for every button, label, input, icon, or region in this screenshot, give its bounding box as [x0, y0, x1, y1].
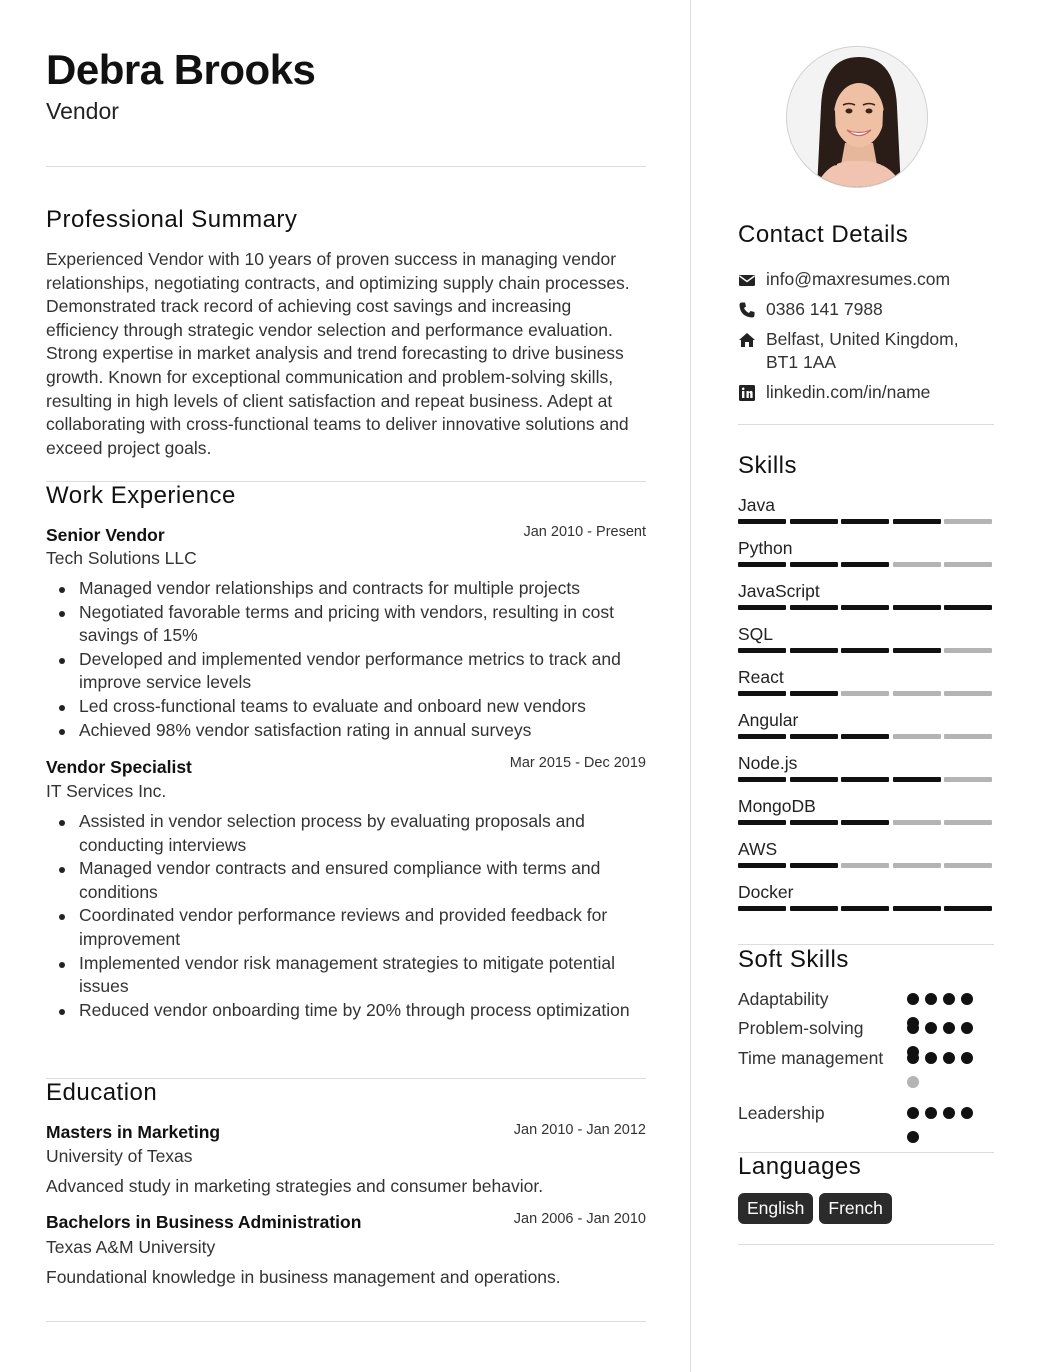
divider — [738, 424, 994, 425]
bullet-item: Managed vendor relationships and contracts for multiple projects — [46, 577, 646, 601]
skill-level-segment — [790, 777, 838, 782]
skill-level-segment — [944, 562, 992, 567]
skill-level-segment — [738, 734, 786, 739]
languages-list — [738, 1193, 898, 1224]
soft-skill-dot — [907, 1052, 919, 1064]
skill-item — [738, 667, 994, 710]
soft-skill-dot — [961, 1107, 973, 1119]
bullet-item: Achieved 98% vendor satisfaction rating in annual surveys — [46, 719, 646, 743]
skill-level-segment — [738, 562, 786, 567]
skill-level-segment — [738, 691, 786, 696]
candidate-name: Debra Brooks — [46, 46, 316, 93]
skill-level-segment — [893, 648, 941, 653]
soft-skill-dot — [961, 993, 973, 1005]
skill-level-bar — [738, 519, 994, 525]
skill-level-segment — [893, 562, 941, 567]
degree-date: Jan 2006 - Jan 2010 — [513, 1211, 646, 1227]
skill-level-bar — [738, 562, 994, 568]
bullet-item: Developed and implemented vendor performance metrics to track and improve service levels — [46, 648, 646, 695]
school-name: University of Texas — [46, 1146, 193, 1166]
skill-level-segment — [944, 777, 992, 782]
skill-level-segment — [790, 648, 838, 653]
soft-skill-name: Leadership — [738, 1103, 825, 1123]
skill-level-bar — [738, 906, 994, 912]
skill-level-segment — [944, 906, 992, 911]
soft-skill-dot — [943, 1052, 955, 1064]
job-date: Mar 2015 - Dec 2019 — [509, 755, 646, 771]
skill-name: React — [738, 667, 784, 687]
skill-level-segment — [841, 519, 889, 524]
skill-level-bar — [738, 777, 994, 783]
skill-level-segment — [790, 863, 838, 868]
job-company: Tech Solutions LLC — [46, 548, 197, 568]
linkedin-icon — [738, 384, 756, 402]
soft-skill-dot — [907, 1022, 919, 1034]
skill-level-segment — [738, 906, 786, 911]
skill-level-segment — [790, 734, 838, 739]
skill-item — [738, 839, 994, 882]
skill-level-segment — [944, 863, 992, 868]
soft-skill-dot — [925, 993, 937, 1005]
job-bullets — [46, 577, 646, 742]
envelope-icon — [738, 271, 756, 289]
summary-heading: Professional Summary — [46, 206, 298, 233]
profile-photo — [786, 46, 928, 188]
soft-skill-dot — [907, 1076, 919, 1088]
divider — [46, 166, 646, 167]
skill-level-segment — [893, 734, 941, 739]
education-heading: Education — [46, 1079, 158, 1106]
skill-level-segment — [944, 605, 992, 610]
skill-level-segment — [790, 519, 838, 524]
skill-level-segment — [841, 906, 889, 911]
skill-level-segment — [841, 777, 889, 782]
skill-level-segment — [738, 519, 786, 524]
skill-level-segment — [893, 820, 941, 825]
soft-skill-name: Problem-solving — [738, 1018, 864, 1038]
bullet-item: Implemented vendor risk management strategies to mitigate potential issues — [46, 952, 646, 999]
job-company: IT Services Inc. — [46, 781, 167, 801]
skill-level-segment — [841, 691, 889, 696]
soft-skill-dot — [943, 1107, 955, 1119]
column-divider — [690, 0, 691, 1372]
job-title: Senior Vendor — [46, 525, 165, 545]
skill-level-bar — [738, 691, 994, 697]
skill-level-segment — [738, 648, 786, 653]
skill-level-segment — [944, 519, 992, 524]
skill-item — [738, 538, 994, 581]
divider — [738, 1244, 994, 1245]
skill-name: SQL — [738, 624, 774, 644]
skill-name: MongoDB — [738, 796, 816, 816]
skill-name: Docker — [738, 882, 794, 902]
skill-level-bar — [738, 863, 994, 869]
soft-skill-dot — [925, 1022, 937, 1034]
skill-level-segment — [893, 906, 941, 911]
skill-level-bar — [738, 605, 994, 611]
skill-level-segment — [790, 562, 838, 567]
bullet-item: Managed vendor contracts and ensured compliance with terms and conditions — [46, 857, 646, 904]
skill-level-segment — [841, 648, 889, 653]
bullet-item: Reduced vendor onboarding time by 20% through process optimization — [46, 999, 646, 1023]
degree-date: Jan 2010 - Jan 2012 — [513, 1122, 646, 1138]
soft-skill-dot — [907, 1107, 919, 1119]
divider — [46, 1321, 646, 1322]
skill-level-segment — [944, 734, 992, 739]
skill-item — [738, 882, 994, 925]
skill-level-segment — [790, 906, 838, 911]
soft-skill-name: Adaptability — [738, 989, 829, 1009]
soft-skill-dot — [943, 993, 955, 1005]
job-title: Vendor Specialist — [46, 757, 192, 777]
soft-skill-dot — [961, 1022, 973, 1034]
soft-skill-dot — [925, 1052, 937, 1064]
skill-level-segment — [944, 691, 992, 696]
language-chip: English — [738, 1193, 813, 1224]
skill-level-segment — [841, 863, 889, 868]
languages-heading: Languages — [738, 1153, 862, 1180]
home-icon — [738, 331, 756, 349]
soft-skill-dot — [907, 1131, 919, 1143]
language-chip: French — [819, 1193, 891, 1224]
contact-linkedin-text: linkedin.com/in/name — [766, 382, 931, 402]
skill-level-segment — [790, 691, 838, 696]
skill-level-bar — [738, 820, 994, 826]
skill-level-segment — [841, 734, 889, 739]
phone-icon — [738, 301, 756, 319]
skill-level-segment — [893, 777, 941, 782]
job-bullets — [46, 810, 646, 1022]
skill-name: Python — [738, 538, 793, 558]
skill-name: Java — [738, 495, 775, 515]
degree-title: Masters in Marketing — [46, 1122, 221, 1142]
soft-skill-dot — [907, 993, 919, 1005]
skill-level-segment — [893, 691, 941, 696]
bullet-item: Coordinated vendor performance reviews and provided feedback for improvement — [46, 904, 646, 951]
skill-level-segment — [790, 820, 838, 825]
skill-level-segment — [738, 863, 786, 868]
candidate-title: Vendor — [46, 98, 119, 124]
skill-item — [738, 624, 994, 667]
skill-name: JavaScript — [738, 581, 820, 601]
skill-level-segment — [893, 519, 941, 524]
skill-level-segment — [841, 562, 889, 567]
contact-phone-text: 0386 141 7988 — [766, 299, 883, 319]
skill-level-segment — [893, 863, 941, 868]
soft-skills-heading: Soft Skills — [738, 946, 849, 973]
soft-skill-dot — [943, 1022, 955, 1034]
skill-level-segment — [738, 777, 786, 782]
experience-heading: Work Experience — [46, 482, 236, 509]
skill-level-segment — [738, 605, 786, 610]
divider — [738, 944, 994, 945]
skill-item — [738, 581, 994, 624]
skill-level-segment — [893, 605, 941, 610]
skill-item — [738, 495, 994, 538]
skill-item — [738, 753, 994, 796]
degree-description: Foundational knowledge in business management and operations. — [46, 1267, 561, 1287]
job-date: Jan 2010 - Present — [523, 524, 646, 540]
skill-level-bar — [738, 734, 994, 740]
soft-skill-dot — [961, 1052, 973, 1064]
skill-name: Node.js — [738, 753, 798, 773]
skill-level-segment — [841, 820, 889, 825]
skills-heading: Skills — [738, 452, 798, 479]
bullet-item: Led cross-functional teams to evaluate and onboard new vendors — [46, 695, 646, 719]
skill-level-segment — [790, 605, 838, 610]
soft-skill-dot — [925, 1107, 937, 1119]
skill-name: Angular — [738, 710, 799, 730]
skill-name: AWS — [738, 839, 778, 859]
contact-email-text: info@maxresumes.com — [766, 269, 951, 289]
skill-level-segment — [944, 648, 992, 653]
skill-level-segment — [841, 605, 889, 610]
bullet-item: Assisted in vendor selection process by evaluating proposals and conducting interviews — [46, 810, 646, 857]
skill-level-segment — [738, 820, 786, 825]
contact-heading: Contact Details — [738, 221, 909, 248]
soft-skill-name: Time management — [738, 1048, 884, 1068]
degree-title: Bachelors in Business Administration — [46, 1212, 362, 1232]
skill-level-bar — [738, 648, 994, 654]
skill-level-segment — [944, 820, 992, 825]
skill-item — [738, 710, 994, 753]
school-name: Texas A&M University — [46, 1237, 216, 1257]
bullet-item: Negotiated favorable terms and pricing with vendors, resulting in cost savings of 15% — [46, 601, 646, 648]
degree-description: Advanced study in marketing strategies and consumer behavior. — [46, 1176, 544, 1196]
summary-text: Experienced Vendor with 10 years of proven success in managing vendor relationships, negotiating contracts, and optimizing supply chain processes. Demonstrated track record of achieving cost savings and increasing efficiency through strategic vendor selection and performance evaluation. Strong expertise in market analysis and trend forecasting to drive business growth. Known for exceptional communication and problem-solving skills, resulting in high levels of client satisfaction and repeat business. Adept at collaborating with cross-functional teams to deliver innovative solutions and exceed project goals. — [46, 249, 630, 458]
skill-item — [738, 796, 994, 839]
contact-address-text: Belfast, United Kingdom, BT1 1AA — [766, 329, 959, 372]
